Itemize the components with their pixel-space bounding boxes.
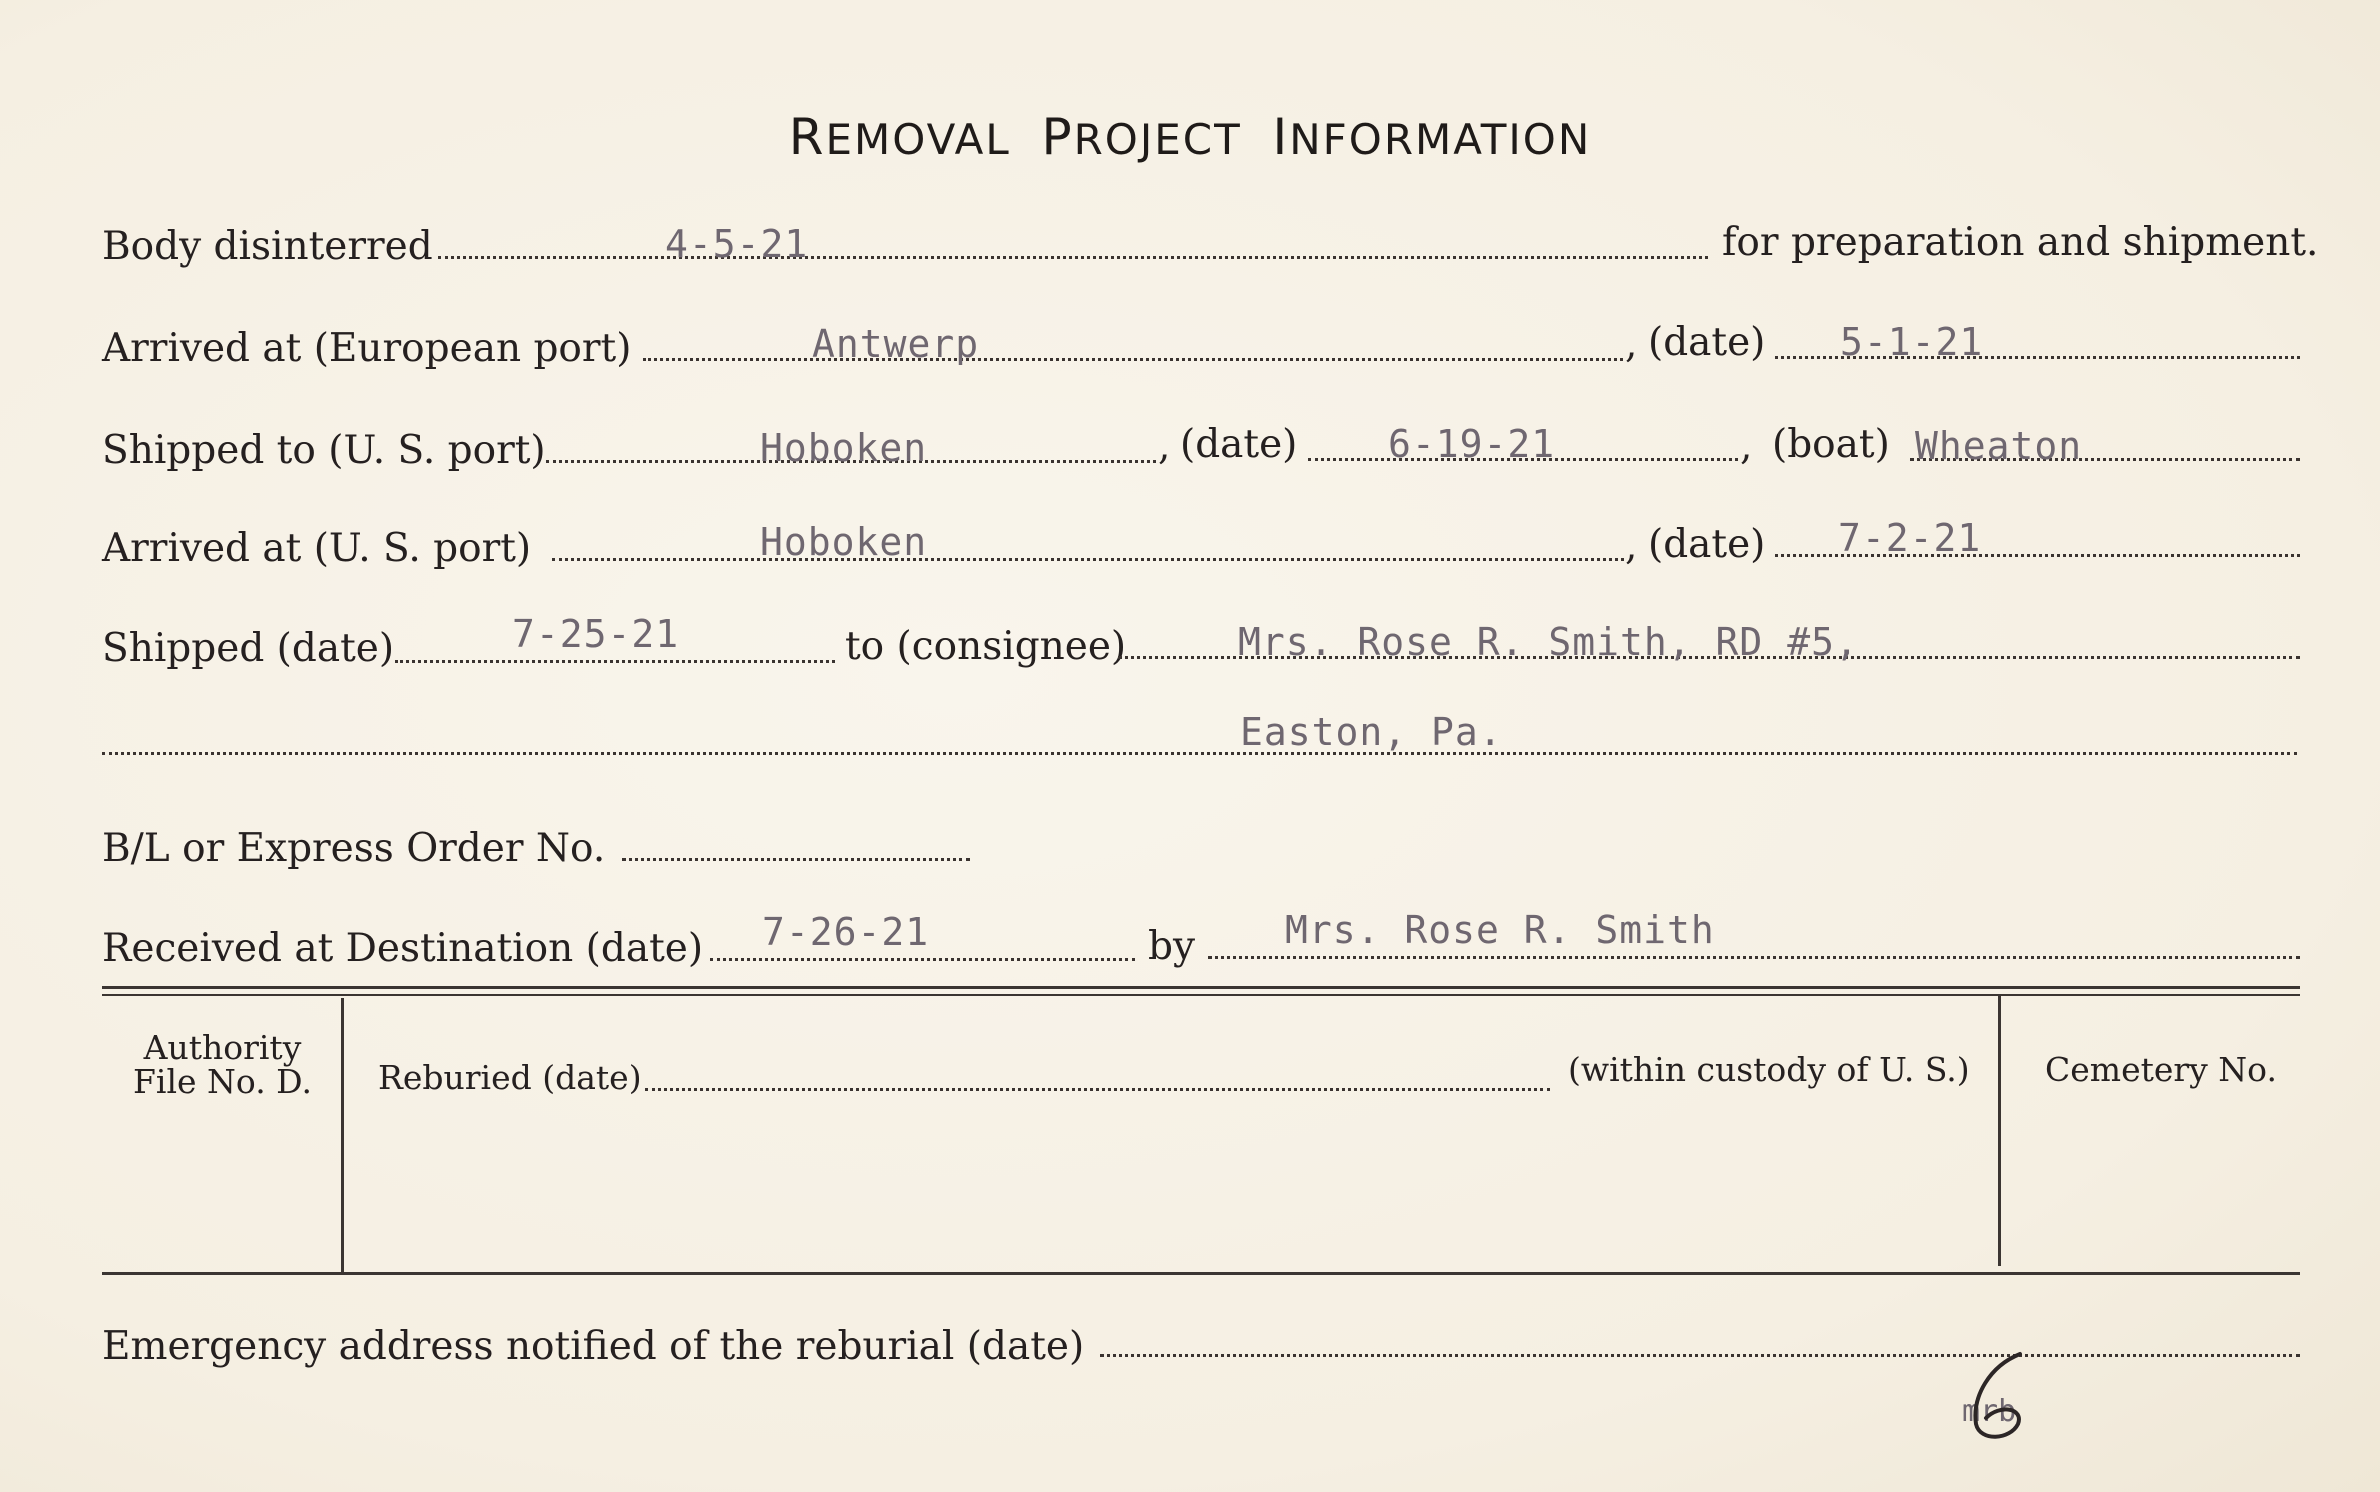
label-for-preparation: for preparation and shipment. [1722, 220, 2319, 265]
value-shipped-date: 7-25-21 [512, 612, 680, 656]
field-line-bl-order [622, 858, 970, 861]
label-arrived-european-port: Arrived at (European port) [102, 326, 632, 371]
value-us-port-arrived: Hoboken [760, 520, 928, 564]
field-line-european-port [643, 358, 1623, 361]
label-arrived-us-port: Arrived at (U. S. port) [102, 526, 532, 571]
label-authority: Authority [143, 1028, 302, 1067]
table-divider-right [1998, 994, 2001, 1266]
label-us-port-arrived-date: (date) [1648, 522, 1766, 567]
label-comma: , [1625, 524, 1638, 569]
value-received-by: Mrs. Rose R. Smith [1285, 908, 1715, 952]
value-us-port-shipped: Hoboken [760, 426, 928, 470]
label-received-destination: Received at Destination (date) [102, 926, 704, 971]
label-to-consignee: to (consignee) [845, 624, 1127, 669]
card-title: REMOVAL PROJECT INFORMATION [788, 108, 1592, 166]
value-us-port-arrived-date: 7-2-21 [1838, 516, 1982, 560]
value-consignee-line2: Easton, Pa. [1240, 710, 1503, 754]
field-line-shipped-date [395, 660, 835, 663]
field-line-us-port-arrived [552, 558, 1624, 561]
value-boat: Wheaton [1915, 424, 2083, 468]
field-line-reburied-date [645, 1088, 1550, 1091]
table-top-rule [102, 986, 2300, 989]
label-us-port-shipped-date: (date) [1180, 422, 1298, 467]
label-comma: , [1740, 424, 1753, 469]
label-file-no: File No. D. [133, 1062, 312, 1101]
label-boat: (boat) [1772, 422, 1890, 467]
value-european-port-date: 5-1-21 [1840, 320, 1984, 364]
handwritten-mark [1960, 1346, 2040, 1446]
value-us-port-shipped-date: 6-19-21 [1388, 422, 1556, 466]
label-shipped-to-us-port: Shipped to (U. S. port) [102, 428, 546, 473]
field-line-received-date [710, 958, 1135, 961]
table-divider-left [341, 998, 344, 1272]
label-comma: , [1158, 424, 1171, 469]
label-bl-order: B/L or Express Order No. [102, 826, 606, 871]
field-line-consignee-continued [102, 752, 2297, 755]
table-bottom-rule [102, 1272, 2300, 1275]
value-european-port: Antwerp [812, 322, 980, 366]
label-by: by [1148, 924, 1195, 969]
label-cemetery-no: Cemetery No. [2045, 1050, 2277, 1089]
label-body-disinterred: Body disinterred [102, 224, 433, 269]
label-reburied-date: Reburied (date) [378, 1058, 642, 1097]
value-body-disinterred-date: 4-5-21 [665, 222, 809, 266]
value-consignee-line1: Mrs. Rose R. Smith, RD #5, [1238, 620, 1859, 664]
field-line-emergency-date [1100, 1354, 2300, 1357]
field-line-received-by [1208, 956, 2300, 959]
label-emergency-address: Emergency address notified of the reburial (date) [102, 1324, 1085, 1369]
table-top-rule-inner [102, 994, 2300, 996]
label-comma: , [1625, 322, 1638, 367]
label-european-port-date: (date) [1648, 320, 1766, 365]
label-shipped-date: Shipped (date) [102, 626, 395, 671]
field-line-body-disinterred [438, 256, 1708, 259]
value-received-date: 7-26-21 [762, 910, 930, 954]
clerk-initials: mrb [1962, 1394, 2017, 1429]
label-within-custody: (within custody of U. S.) [1568, 1050, 1970, 1089]
